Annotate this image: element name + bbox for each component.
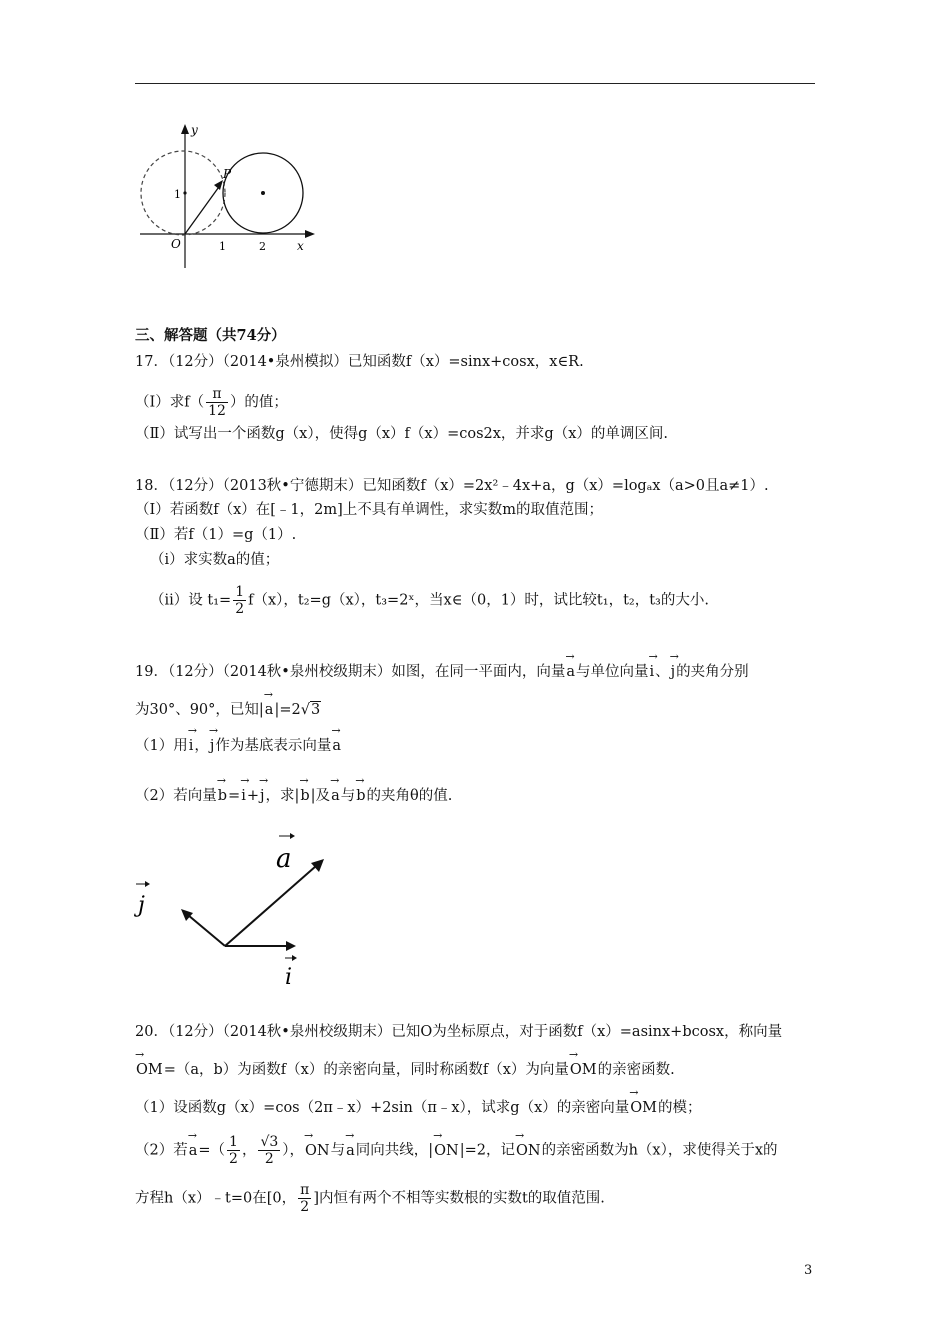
- label-a: a: [276, 844, 292, 874]
- q20-part2: （2）若→ a=（ $\frac{1}{2}$ ， $\frac{√3}{2}$ ），→ ON与→ a同向共线，|→ ON|=2，记→ ON的亲密函数为h（x），求使得关于x的: [135, 1134, 778, 1167]
- x-tick-2-label: 2: [259, 240, 266, 253]
- q20-part1: （1）设函数g（x）=cos（2π﹣x）+2sin（π﹣x），试求g（x）的亲密向量→ OM的模；: [135, 1098, 702, 1118]
- origin-label: O: [171, 237, 181, 251]
- q18-part1: （Ⅰ）若函数f（x）在[﹣1，2m]上不具有单调性，求实数m的取值范围；: [135, 502, 604, 518]
- label-i: i: [285, 965, 293, 990]
- q19-part2: （2）若向量→ b=→ i+→ j，求|→ b|及→ a与→ b的夹角θ的值.: [135, 786, 452, 806]
- figure-circles: [125, 120, 325, 280]
- q20-stem: 20．（12分）（2014秋•泉州校级期末）已知O为坐标原点，对于函数f（x）=asinx+bcosx，称向量: [135, 1024, 783, 1040]
- vector-j-arrow-icon: [181, 909, 193, 921]
- q17-stem: 17．（12分）（2014•泉州模拟）已知函数f（x）=sinx+cosx，x∈R.: [135, 354, 584, 370]
- q18-part2-i: （ⅰ）求实数a的值；: [150, 552, 280, 568]
- q19-stem: 19．（12分）（2014秋•泉州校级期末）如图，在同一平面内，向量→ a与单位向量→ i、→ j的夹角分别: [135, 662, 749, 682]
- page-number: 3: [804, 1263, 813, 1278]
- y-axis-arrow-icon: [181, 124, 189, 134]
- x-tick-1-label: 1: [219, 240, 226, 253]
- y-label: y: [191, 123, 198, 137]
- vector-j-line: [188, 915, 225, 946]
- q17-part2: （Ⅱ）试写出一个函数g（x），使得g（x）f（x）=cos2x，并求g（x）的单调区间.: [135, 426, 668, 442]
- q19-line2: 为30°、90°，已知|→ a|=2√3: [135, 700, 321, 720]
- q18-part2: （Ⅱ）若f（1）=g（1）.: [135, 527, 297, 543]
- dashed-circle: [141, 151, 225, 235]
- section-heading: 三、解答题（共74分）: [135, 327, 286, 344]
- q17-part1: （Ⅰ）求f（ $\frac{\pi}{12}$ ）的值；: [135, 386, 288, 419]
- label-a-arrow-icon: [290, 833, 295, 839]
- fraction-pi-12: $\frac{\pi}{12}$: [208, 386, 226, 419]
- fraction-pi-2: $\frac{\pi}{2}$: [300, 1182, 310, 1215]
- q20-part2-line2: 方程h（x）﹣t=0在[0， $\frac{\pi}{2}$ ]内恒有两个不相等实数根的实数t的取值范围.: [135, 1182, 605, 1215]
- q18-part2-ii: （ⅱ）设 t₁= $\frac{1}{2}$ f（x），t₂=g（x），t₃=2ˣ，当x∈（0，1）时，试比较t₁，t₂，t₃的大小.: [150, 584, 709, 617]
- y-tick-point: [183, 191, 186, 194]
- x-label: x: [297, 239, 304, 253]
- label-j-arrow-icon: [145, 881, 150, 887]
- point-p-label: P: [223, 167, 232, 181]
- fraction-sqrt3-2: $\frac{√3}{2}$: [260, 1134, 279, 1167]
- header-rule: [135, 83, 815, 84]
- label-i-arrow-icon: [292, 955, 297, 961]
- vector-i-arrow-icon: [286, 941, 296, 951]
- q20-line2: → OM=（a，b）为函数f（x）的亲密向量，同时称函数f（x）为向量→ OM的亲密函数.: [135, 1060, 675, 1080]
- vector-a-line: [225, 866, 316, 946]
- fraction-1-2: $\frac{1}{2}$: [229, 1134, 238, 1167]
- q18-stem: 18．（12分）（2013秋•宁德期末）已知函数f（x）=2x²﹣4x+a，g（x）=logₐx（a>0且a≠1）.: [135, 478, 769, 494]
- figure-vectors: [130, 822, 360, 992]
- q19-part1: （1）用→ i，→ j作为基底表示向量→ a: [135, 736, 342, 756]
- label-j: j: [138, 893, 145, 918]
- vector-a-arrow-icon: [311, 859, 324, 872]
- circle-center: [261, 191, 265, 195]
- fraction-half: $\frac{1}{2}$: [235, 584, 245, 617]
- vector-op-arrow-icon: [214, 180, 223, 190]
- x-axis-arrow-icon: [305, 230, 315, 238]
- y-tick-label: 1: [174, 188, 181, 201]
- vector-op: [185, 184, 221, 234]
